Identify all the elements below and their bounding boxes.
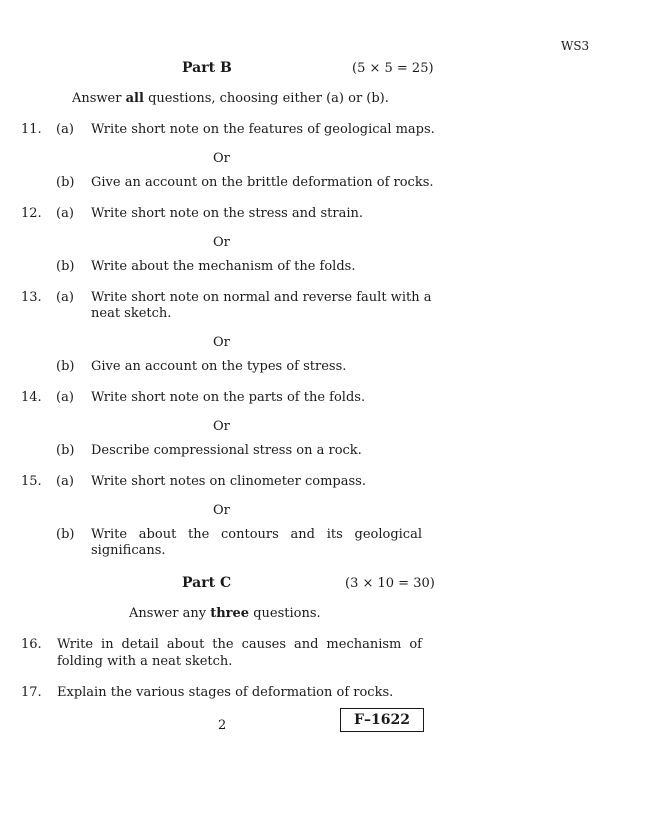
part-c-instruction <box>129 606 321 621</box>
or-separator: Or <box>213 235 230 250</box>
question-text: Describe compressional stress on a rock. <box>91 443 362 458</box>
question-text: significans. <box>91 543 166 558</box>
question-number: 14. <box>21 390 42 405</box>
option-a-label: (a) <box>56 390 74 405</box>
question-number: 11. <box>21 122 42 137</box>
question-text: Write short note on the parts of the folds. <box>91 390 366 405</box>
instruction-text: Answer any <box>129 606 207 621</box>
or-separator: Or <box>213 503 230 518</box>
question-number: 15. <box>21 474 42 489</box>
option-a-label: (a) <box>56 206 74 221</box>
question-text: Write about the mechanism of the folds. <box>91 259 356 274</box>
or-separator: Or <box>213 335 230 350</box>
question-text: Give an account on the brittle deformation of rocks. <box>91 175 434 190</box>
instruction-text: Answer <box>72 91 122 106</box>
option-b-label: (b) <box>56 175 75 190</box>
instruction-text: questions. <box>253 606 321 621</box>
option-a-label: (a) <box>56 122 74 137</box>
option-b-label: (b) <box>56 527 75 542</box>
part-b-marks: (5 × 5 = 25) <box>352 61 434 76</box>
option-a-label: (a) <box>56 290 74 305</box>
question-text: Write short note on the features of geological maps. <box>91 122 435 137</box>
question-text: neat sketch. <box>91 306 172 321</box>
question-text: Write short note on the stress and strain. <box>91 206 364 221</box>
question-text: folding with a neat sketch. <box>57 654 233 669</box>
or-separator: Or <box>213 151 230 166</box>
instruction-emphasis: three <box>210 606 250 621</box>
question-text: Write short notes on clinometer compass. <box>91 474 366 489</box>
part-c-marks: (3 × 10 = 30) <box>345 576 435 591</box>
question-text: Write in detail about the causes and mechanism of <box>57 637 422 652</box>
question-text: Give an account on the types of stress. <box>91 359 347 374</box>
part-b-title: Part B <box>182 60 232 76</box>
paper-code: F–1622 <box>340 708 424 732</box>
part-b-instruction <box>72 91 389 106</box>
option-b-label: (b) <box>56 359 75 374</box>
question-number: 12. <box>21 206 42 221</box>
question-text: Write short note on normal and reverse fault with a <box>91 290 432 305</box>
instruction-text: questions, choosing either (a) or (b). <box>148 91 389 106</box>
option-a-label: (a) <box>56 474 74 489</box>
question-number: 16. <box>21 637 42 652</box>
question-text: Explain the various stages of deformation of rocks. <box>57 685 394 700</box>
question-text: Write about the contours and its geological <box>91 527 422 542</box>
header-code: WS3 <box>561 39 590 53</box>
instruction-emphasis: all <box>125 91 144 106</box>
page-number: 2 <box>218 718 227 733</box>
question-number: 17. <box>21 685 42 700</box>
question-number: 13. <box>21 290 42 305</box>
option-b-label: (b) <box>56 443 75 458</box>
option-b-label: (b) <box>56 259 75 274</box>
part-c-title: Part C <box>182 575 232 591</box>
or-separator: Or <box>213 419 230 434</box>
